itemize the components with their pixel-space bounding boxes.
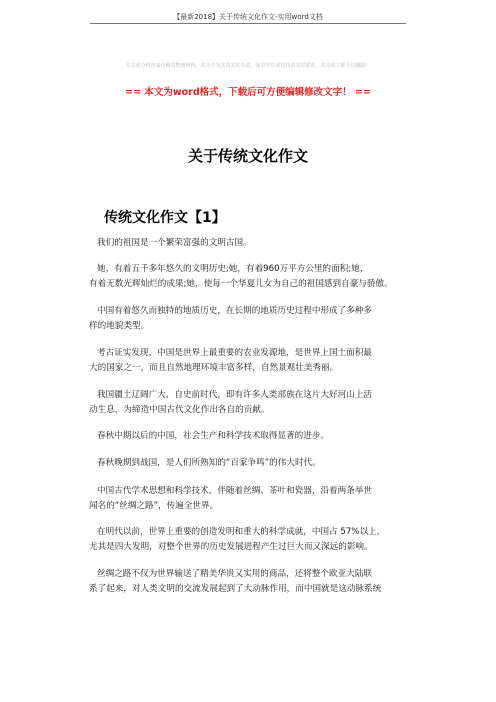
document-title: 关于传统文化作文 — [187, 147, 308, 165]
paragraph-line: 在明代以前，世界上重要的创造发明和重大的科学成就，中国占 57%以上， — [97, 527, 386, 537]
paragraph-10 — [89, 567, 419, 597]
paragraph-line: 有着无数光辉灿烂的成果;她，使每一个华夏儿女为自己的祖国感到自豪与骄傲。 — [89, 279, 393, 289]
paragraph-line: 我国疆土辽阔广大，自史前时代，即有许多人类部族在这片大好河山上活 — [97, 390, 373, 400]
paragraph-line: 动生息，为缔造中国古代文化作出各自的贡献。 — [89, 405, 270, 415]
paragraph-7 — [89, 456, 419, 471]
paragraph-line: 系了起来，对人类文明的交流发展起到了大动脉作用，而中国就是这动脉系统 — [89, 584, 382, 594]
paragraph-line: 样的地貌类型。 — [89, 321, 150, 331]
paragraph-line: 中国有着悠久而独特的地质历史，在长期的地质历史过程中形成了多种多 — [97, 306, 373, 316]
disclaimer-text: 本文部分内容来自网络整理所得，本文不为其真实性负责，如有异议或侵权请及时联系，本司将立即予以删除！ — [125, 63, 371, 69]
page-header: 【最新2018】关于传统文化作文-实用word文档 — [173, 13, 323, 21]
paragraph-9 — [89, 525, 419, 555]
paragraph-line: 她，有着五千多年悠久的文明历史;她，有着960万平方公里的面积;她， — [97, 264, 369, 274]
paragraph-6 — [89, 429, 419, 444]
paragraph-line: 我们的祖国是一个繁荣富强的文明古国。 — [97, 238, 252, 248]
paragraph-line: 丝绸之路不仅为世界输送了精美华贵又实用的商品，还将整个欧亚大陆联 — [97, 569, 373, 579]
paragraph-line: 尤其是四大发明，对整个世界的历史发展进程产生过巨大而又深远的影响。 — [89, 542, 373, 552]
paragraph-3 — [89, 304, 419, 334]
paragraph-5 — [89, 388, 419, 418]
paragraph-line: 大的国家之一，而且自然地理环境丰富多样，自然景观壮美秀丽。 — [89, 363, 339, 373]
paragraph-line: 闻名的“丝绸之路”，传遍全世界。 — [89, 501, 219, 511]
paragraph-line: 考古证实发现，中国是世界上最重要的农业发源地，是世界上国土面积最 — [97, 348, 373, 358]
paragraph-line: 中国古代学术思想和科学技术，伴随着丝绸、茶叶和瓷器，沿着两条举世 — [97, 486, 373, 496]
section-title: 传统文化作文【1】 — [104, 210, 226, 226]
paragraph-4 — [89, 346, 419, 376]
paragraph-2 — [89, 262, 419, 292]
paragraph-line: 春秋中期以后的中国，社会生产和科学技术取得显著的进步。 — [97, 431, 330, 441]
paragraph-1 — [89, 236, 419, 251]
paragraph-line: 春秋晚期到战国，是人们所熟知的“百家争鸣”的伟大时代。 — [97, 458, 321, 468]
word-format-notice: == 本文为word格式，下载后可方便编辑修改文字！ == — [125, 87, 371, 98]
header-divider — [90, 23, 406, 24]
paragraph-8 — [89, 484, 419, 514]
